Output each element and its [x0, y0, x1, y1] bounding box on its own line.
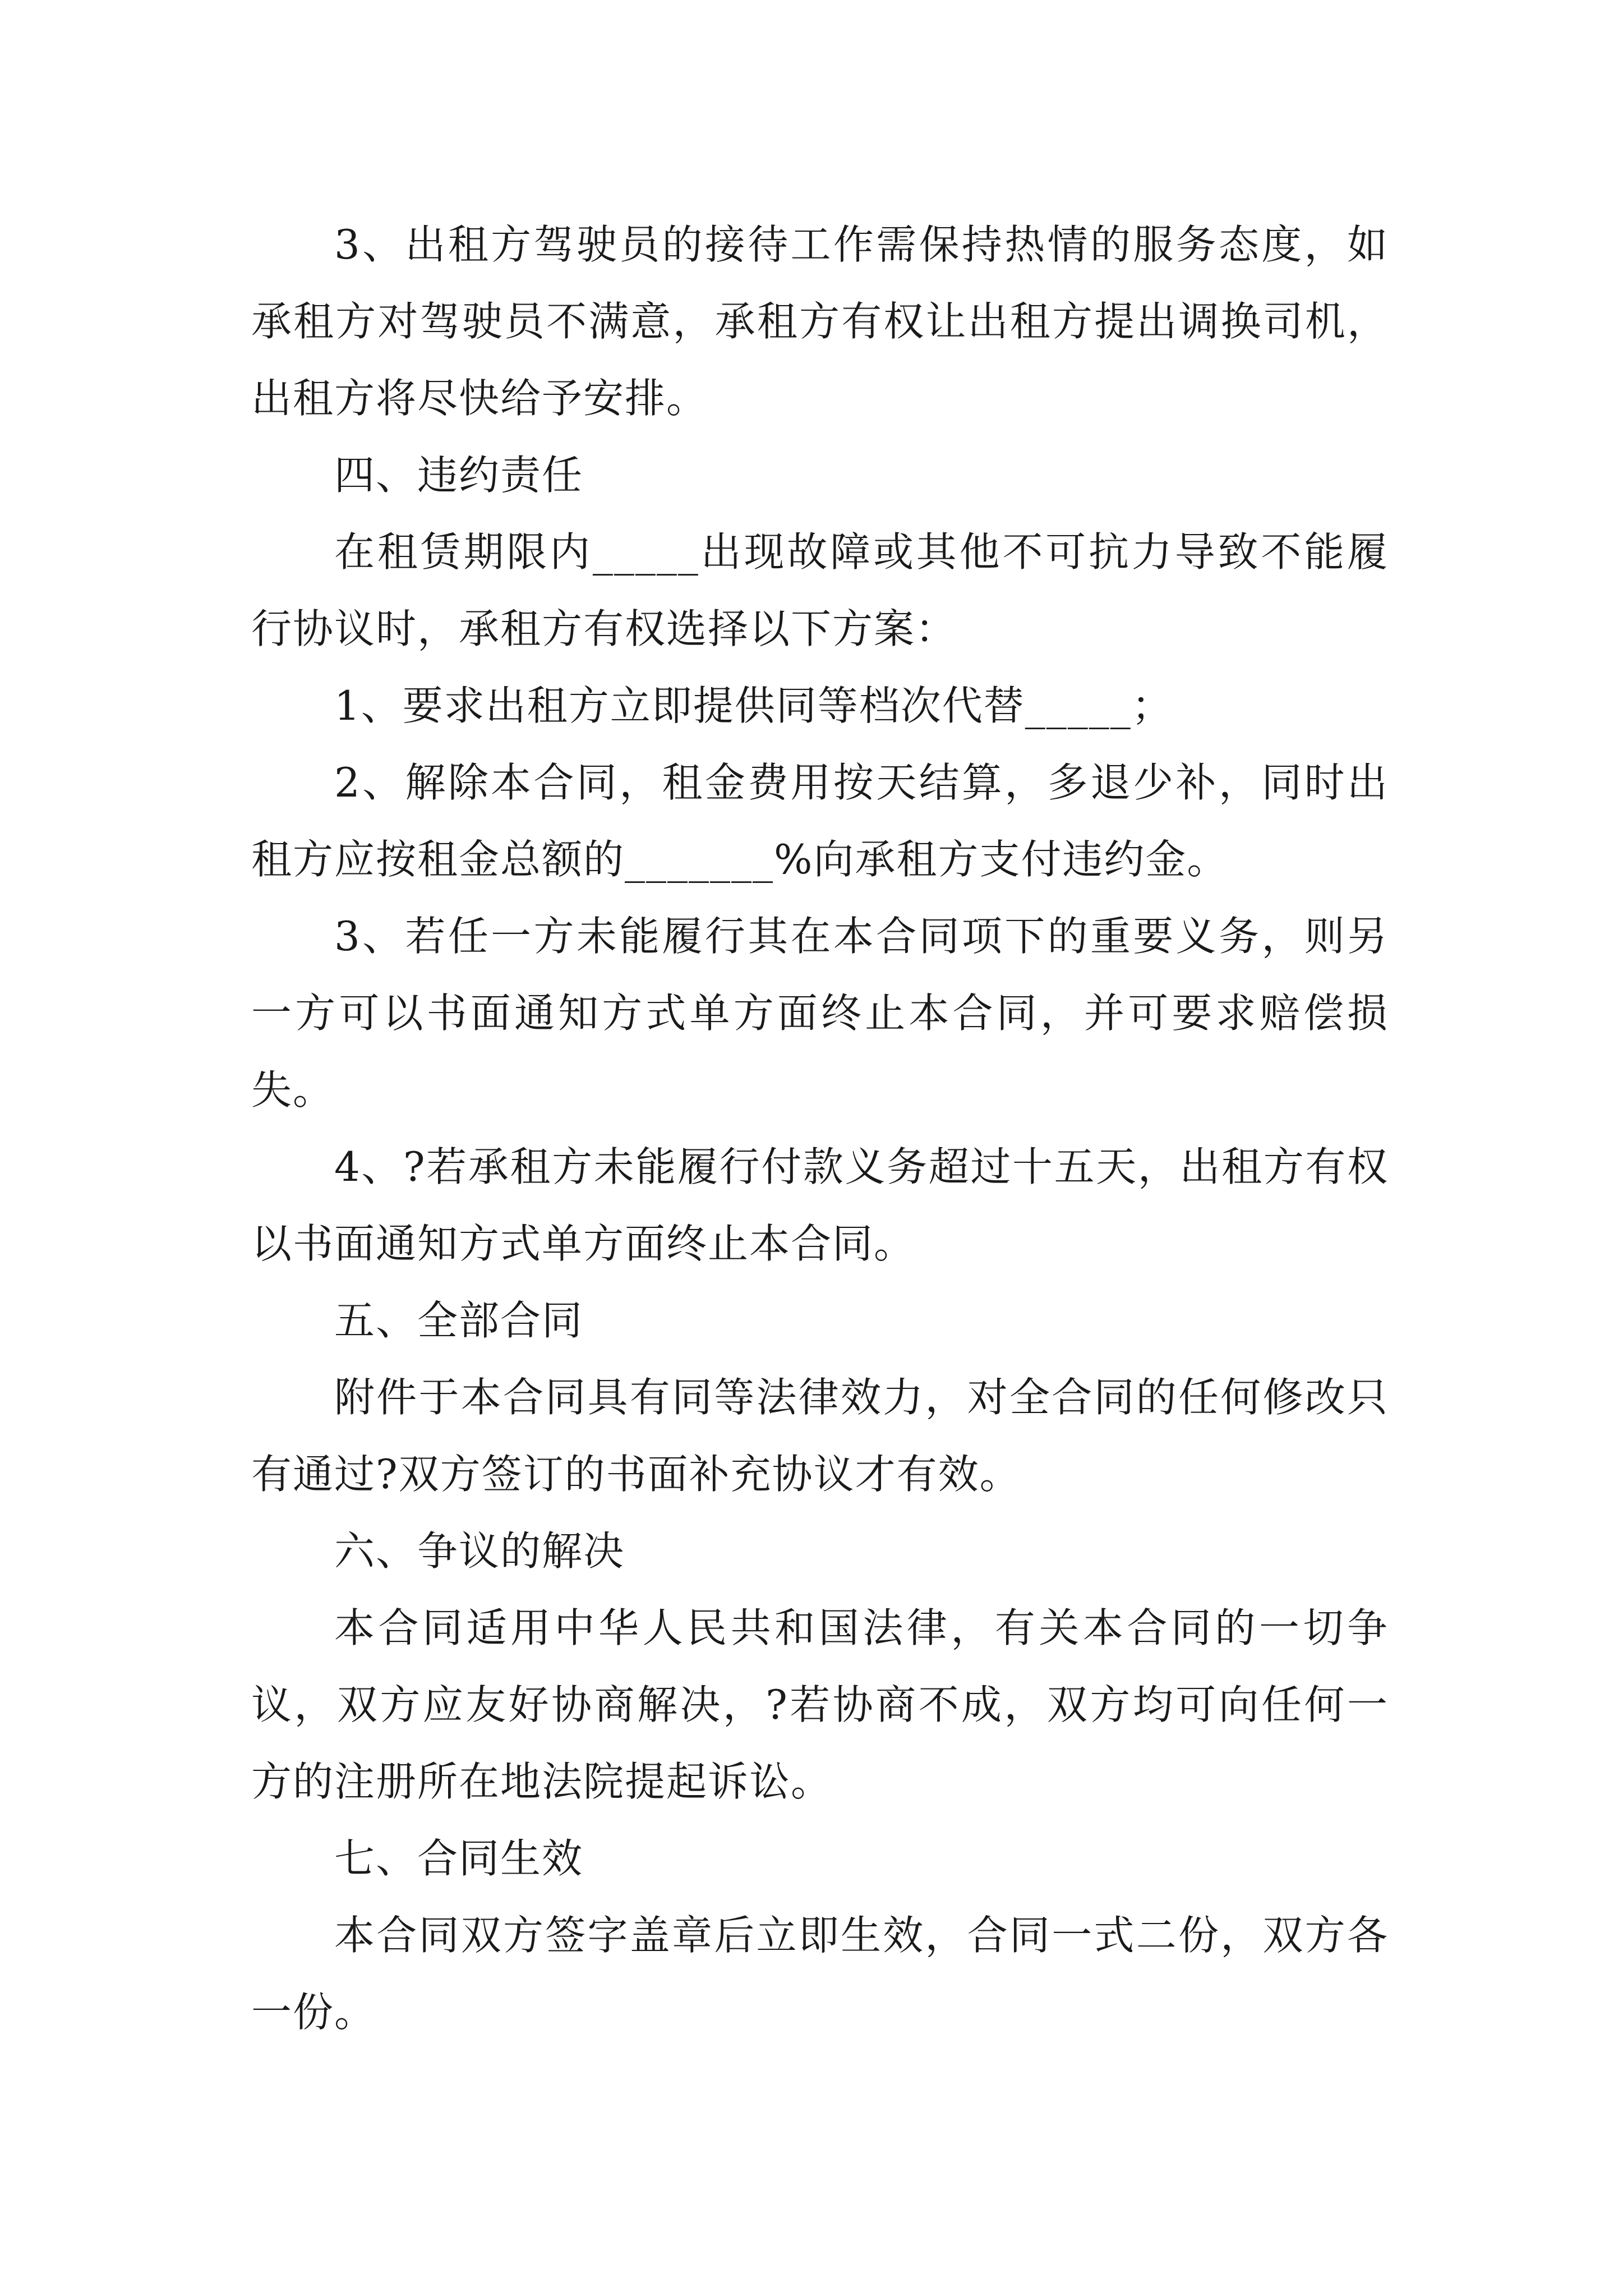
section-heading-entire-contract: 五、全部合同 [334, 1297, 584, 1344]
paragraph-breach-intro: 在租赁期限内_____出现故障或其他不可抗力导致不能履行协议时，承租方有权选择以下方案： [251, 528, 1389, 652]
clause-breach-option-2: 2、解除本合同，租金费用按天结算，多退少补，同时出租方应按租金总额的_______%向承租方支付违约金。 [251, 759, 1389, 883]
clause-breach-option-1: 1、要求出租方立即提供同等档次代替_____； [334, 682, 1173, 729]
section-heading-breach: 四、违约责任 [334, 452, 584, 499]
clause-breach-option-3: 3、若任一方未能履行其在本合同项下的重要义务，则另一方可以书面通知方式单方面终止本合同，并可要求赔偿损失。 [251, 913, 1389, 1114]
clause-breach-option-4: 4、?若承租方未能履行付款义务超过十五天，出租方有权以书面通知方式单方面终止本合同。 [251, 1143, 1389, 1267]
section-heading-dispute: 六、争议的解决 [334, 1527, 625, 1575]
clause-driver-service: 3、出租方驾驶员的接待工作需保持热情的服务态度，如承租方对驾驶员不满意，承租方有权让出租方提出调换司机，出租方将尽快给予安排。 [251, 221, 1389, 422]
document-body [251, 206, 1389, 2051]
paragraph-dispute: 本合同适用中华人民共和国法律，有关本合同的一切争议，双方应友好协商解决，?若协商不成，双方均可向任何一方的注册所在地法院提起诉讼。 [251, 1604, 1389, 1805]
section-heading-effect: 七、合同生效 [334, 1835, 584, 1882]
paragraph-entire-contract: 附件于本合同具有同等法律效力，对全合同的任何修改只有通过?双方签订的书面补充协议才有效。 [251, 1374, 1389, 1498]
paragraph-effect: 本合同双方签字盖章后立即生效，合同一式二份，双方各一份。 [251, 1912, 1389, 2036]
